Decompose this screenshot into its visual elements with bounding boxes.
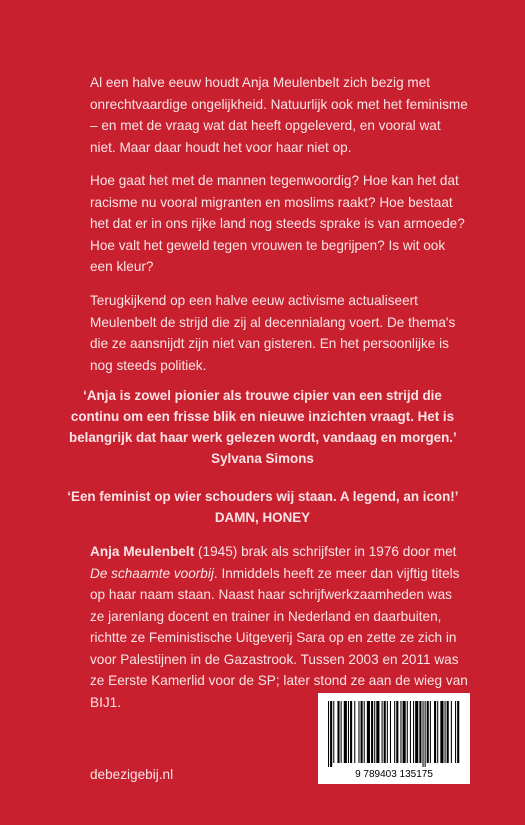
barcode-bar [445, 701, 446, 763]
publisher-url[interactable]: debezigebij.nl [90, 767, 174, 782]
barcode-bar [451, 701, 452, 763]
barcode-bar [403, 701, 406, 763]
barcode-bar [358, 701, 359, 763]
barcode-bar [390, 701, 391, 763]
barcode-bar [410, 701, 411, 763]
barcode-bar [455, 701, 456, 763]
barcode-bar [374, 701, 375, 763]
barcode-bar [413, 701, 414, 763]
questions-paragraph: Hoe gaat het met de mannen tegenwoordig? Hoe kan het dat racisme nu vooral migranten en moslims raakt? Hoe bestaat het dat er in ons rijke land nog steeds sprake is van armoede? Hoe valt het geweld tegen vrouwen te begrijpen? Is wit ook een kleur? [90, 173, 465, 274]
barcode-bar [400, 701, 401, 763]
barcode-bar [367, 701, 370, 763]
barcode-bar [382, 701, 383, 763]
bio-text: (1945) brak als schrijfster in 1976 door met [194, 544, 457, 559]
barcode-bar [434, 701, 436, 763]
barcode-bar [447, 701, 449, 763]
barcode-bar [341, 701, 342, 763]
quote-damn-honey [60, 486, 465, 528]
book-title: De schaamte voorbij [90, 565, 214, 581]
barcode-number: 9 789403 135175 [355, 769, 433, 780]
barcode-bar [350, 701, 352, 763]
barcode-bar [361, 701, 363, 763]
barcode-bar [394, 701, 395, 763]
barcode-bar [440, 701, 443, 763]
barcode-bar [415, 701, 418, 763]
barcode-bar [419, 701, 421, 763]
barcode-bar [348, 701, 349, 763]
summary-paragraph: Terugkijkend op een halve eeuw activisme actualiseert Meulenbelt de strijd die zij al decennialang voert. De thema's die ze aansnijdt zijn niet van gisteren. En het persoonlijke is nog steeds politiek. [90, 293, 456, 373]
author-name: Anja Meulenbelt [90, 544, 195, 559]
quote-author: Sylvana Simons [211, 451, 314, 466]
barcode-bar [423, 701, 424, 767]
quote-text: ‘Anja is zowel pionier als trouwe cipier van een strijd die continu om een frisse blik en nieuwe inzichten vraagt. Het is belangrijk dat haar werk gelezen wordt, vandaag en morgen.’ [69, 388, 456, 445]
barcode-bar [371, 701, 373, 763]
barcode-bar [344, 701, 347, 763]
barcode-bar [387, 701, 388, 763]
barcode-bar [354, 701, 355, 763]
barcode-bar [425, 701, 426, 767]
barcode [318, 693, 470, 784]
author-bio [90, 541, 470, 713]
barcode-bar [437, 701, 438, 763]
quote-text: ‘Een feminist op wier schouders wij staan. A legend, an icon!’ [67, 489, 458, 504]
barcode-bar [457, 701, 459, 763]
barcode-bar [330, 701, 332, 767]
barcode-bar [328, 701, 329, 767]
barcode-bar [333, 701, 334, 763]
barcode-bar [407, 701, 408, 763]
quote-author: DAMN, HONEY [214, 510, 311, 525]
barcode-bar [337, 701, 339, 763]
barcode-bar [430, 701, 431, 763]
barcode-bar [364, 701, 365, 763]
intro-paragraph: Al een halve eeuw houdt Anja Meulenbelt zich bezig met onrechtvaardige ongelijkheid. Natuurlijk ook met het feminisme – en met de vraag wat dat heeft opgeleverd, en vooral wat niet. Maar daar houdt het voor haar niet op. [90, 75, 468, 155]
barcode-bar [376, 701, 379, 763]
barcode-bar [396, 701, 398, 763]
quote-sylvana-simons [60, 385, 465, 469]
bio-text: . Inmiddels heeft ze meer dan vijftig titels op haar naam staan. Naast haar schrijfwerkzaamheden was ze jarenlang docent en trainer in Nederland en daarbuiten, richtte ze Feministische Uitgeverij Sara op en zette ze zich in voor Palestijnen in de Gazastrook. Tussen 2003 en 2011 was ze Eerste Kamerlid voor de SP; later stond ze aan de wieg van BIJ1. [90, 565, 468, 710]
barcode-bar [384, 701, 386, 763]
barcode-graphic [318, 693, 470, 784]
barcode-bar [427, 701, 429, 763]
